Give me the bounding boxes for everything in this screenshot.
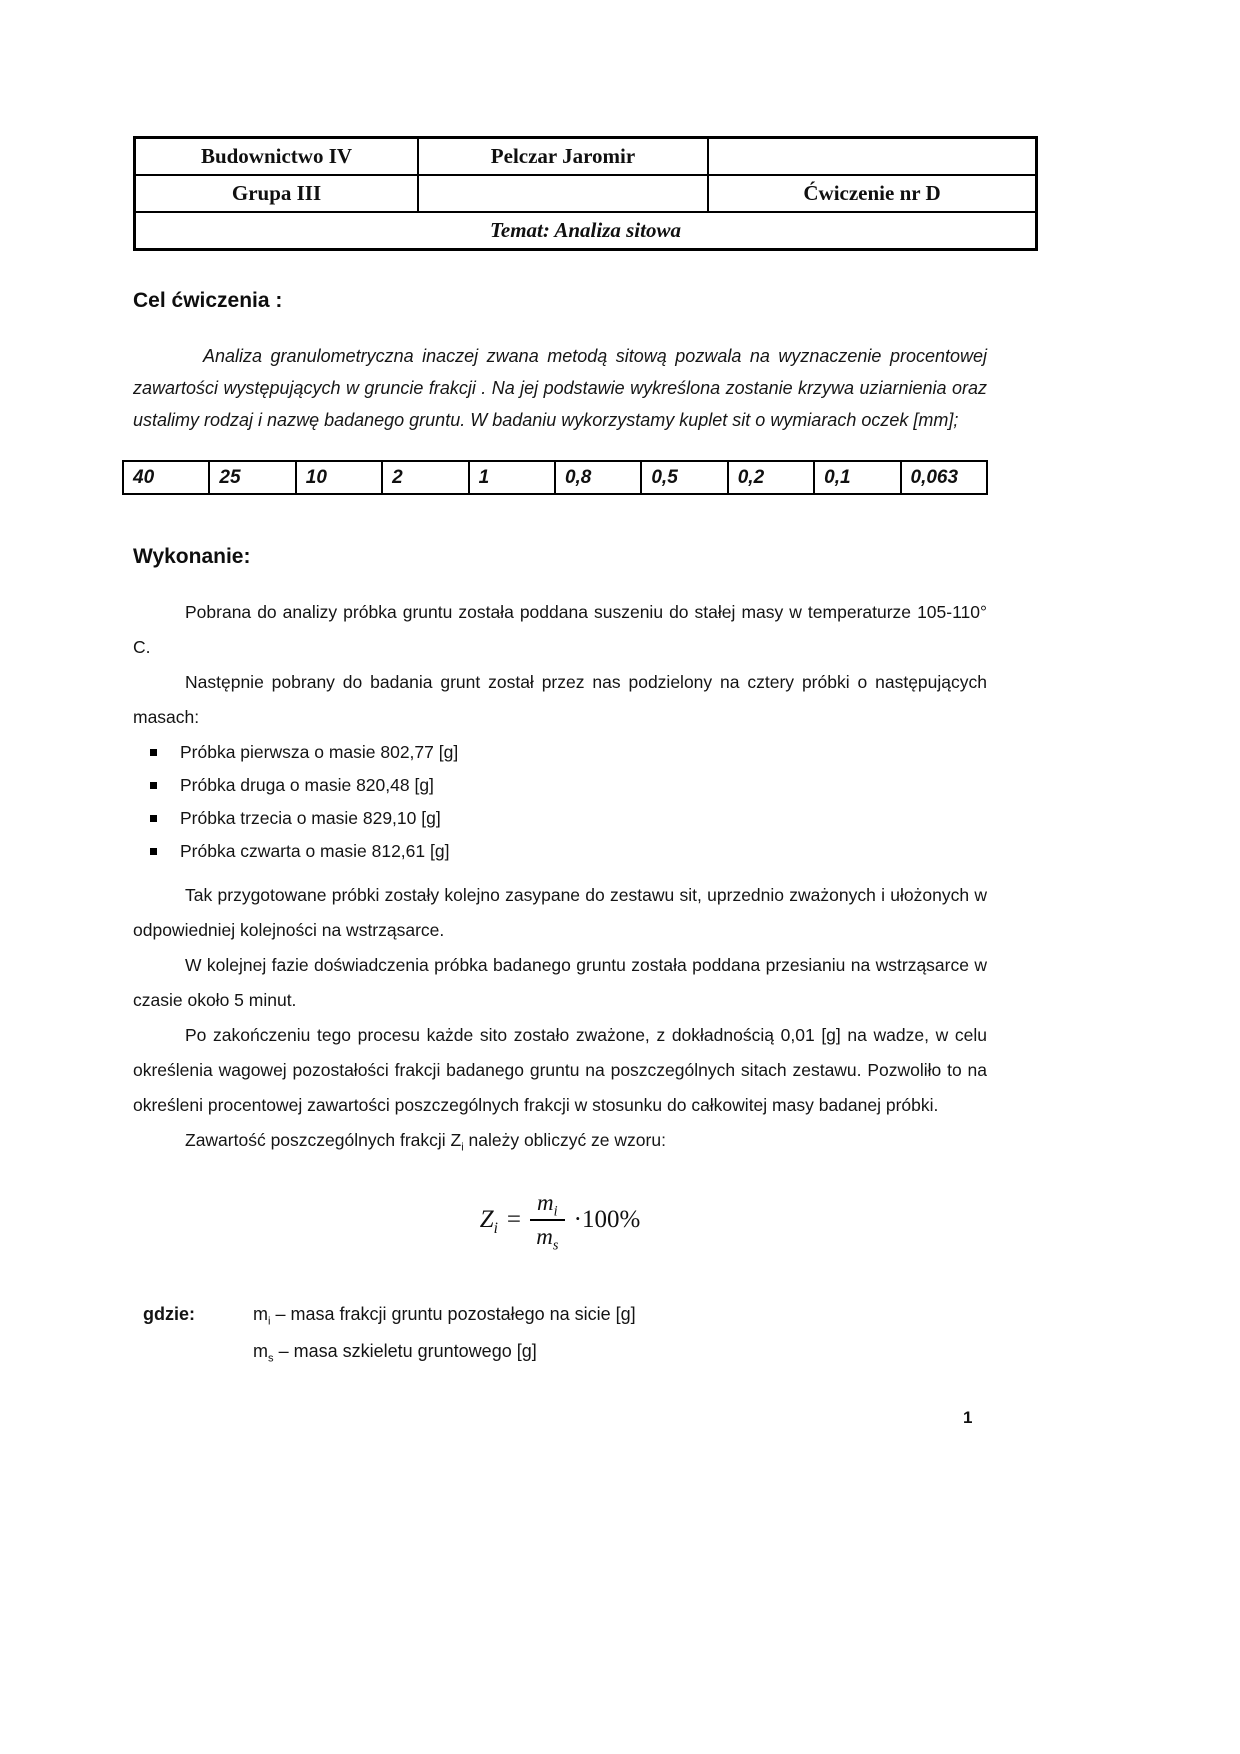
bullet-text: Próbka trzecia o masie 829,10 [g] (180, 808, 441, 828)
header-cell-exercise: Ćwiczenie nr D (708, 175, 1037, 212)
paragraph-samples-intro: Następnie pobrany do badania grunt został przez nas podzielony na cztery próbki o następujących masach: (133, 672, 987, 727)
bullet-text: Próbka druga o masie 820,48 [g] (180, 775, 434, 795)
header-row-1 (135, 138, 1037, 176)
where-line-ms (253, 1333, 636, 1370)
sieve-size-cell: 0,2 (728, 461, 814, 494)
bullet-text: Próbka pierwsza o masie 802,77 [g] (180, 742, 459, 762)
fraction-numerator (530, 1190, 565, 1221)
formula-intro-text: Zawartość poszczególnych frakcji Z (185, 1130, 462, 1150)
fraction-denominator (536, 1221, 559, 1254)
header-cell-group: Grupa III (135, 175, 419, 212)
where-line-mi (253, 1296, 636, 1333)
sieve-size-cell: 10 (296, 461, 382, 494)
where-block (133, 1296, 987, 1370)
header-row-2 (135, 175, 1037, 212)
denominator-base: m (536, 1224, 553, 1249)
header-table (133, 136, 1038, 251)
symbol-definition: – masa frakcji gruntu pozostałego na sicie [g] (270, 1304, 636, 1324)
paragraph-drying: Pobrana do analizy próbka gruntu została poddana suszeniu do stałej masy w temperaturze 105-110° C. (133, 602, 987, 657)
paragraph-weighing: Po zakończeniu tego procesu każde sito zostało zważone, z dokładnością 0,01 [g] na wadze, w celu określenia wagowej pozostałości frakcji badanego gruntu na poszczególnych sitach zestawu. Pozwoliło to na określeni procentowej zawartości poszczególnych frakcji w stosunku do całkowitej masy badanej próbki. (133, 1025, 987, 1115)
where-lines (253, 1296, 636, 1370)
formula-row (479, 1190, 641, 1254)
formula-multiplier: ·100% (573, 1206, 641, 1233)
bullet-text: Próbka czwarta o masie 812,61 [g] (180, 841, 450, 861)
formula-lhs-base: Z (479, 1206, 494, 1233)
sieve-size-cell: 2 (382, 461, 468, 494)
numerator-subscript: i (553, 1203, 558, 1220)
numerator-base: m (537, 1190, 554, 1215)
symbol-subscript: s (268, 1352, 274, 1365)
sieve-sizes-table (122, 460, 988, 495)
sieve-size-cell: 0,063 (901, 461, 987, 494)
equals-sign: = (506, 1206, 522, 1233)
section-heading-wykonanie: Wykonanie: (133, 545, 251, 568)
header-cell-empty-top (708, 138, 1037, 176)
formula-intro-subscript: i (461, 1141, 464, 1154)
where-label: gdzie: (143, 1304, 195, 1324)
formula-lhs-subscript: i (493, 1220, 498, 1237)
header-row-topic (135, 212, 1037, 250)
list-item (133, 736, 987, 769)
formula-block (133, 1190, 987, 1254)
sieve-size-cell: 25 (209, 461, 295, 494)
sieve-size-cell: 1 (469, 461, 555, 494)
sieve-size-cell: 40 (123, 461, 209, 494)
formula-fraction (530, 1190, 565, 1254)
symbol-base: m (253, 1341, 268, 1361)
paragraph-formula-intro (133, 1123, 987, 1158)
sieve-size-cell: 0,1 (814, 461, 900, 494)
symbol-subscript: i (268, 1315, 271, 1328)
page-number: 1 (963, 1408, 973, 1427)
sieve-size-cell: 0,5 (641, 461, 727, 494)
sieve-sizes-row (123, 461, 987, 494)
formula-intro-text-after: należy obliczyć ze wzoru: (463, 1130, 666, 1150)
list-item (133, 835, 987, 868)
sieve-size-cell: 0,8 (555, 461, 641, 494)
intro-paragraph: Analiza granulometryczna inaczej zwana metodą sitową pozwala na wyznaczenie procentowej zawartości występujących w gruncie frakcji . Na jej podstawie wykreślona zostanie krzywa uziarnienia oraz ustalimy rodzaj i nazwę badanego gruntu. W badaniu wykorzystamy kuplet sit o wymiarach oczek [mm]; (133, 346, 987, 430)
header-cell-author: Pelczar Jaromir (418, 138, 708, 176)
formula-lhs (479, 1206, 498, 1237)
denominator-subscript: s (552, 1237, 559, 1254)
list-item (133, 769, 987, 802)
header-cell-course: Budownictwo IV (135, 138, 419, 176)
paragraph-shaking: W kolejnej fazie doświadczenia próbka badanego gruntu została poddana przesianiu na wstrząsarce w czasie około 5 minut. (133, 955, 987, 1010)
paragraph-sieve-stack: Tak przygotowane próbki zostały kolejno zasypane do zestawu sit, uprzednio zważonych i ułożonych w odpowiedniej kolejności na wstrząsarce. (133, 885, 987, 940)
header-cell-empty-mid (418, 175, 708, 212)
list-item (133, 802, 987, 835)
section-heading-cel: Cel ćwiczenia : (133, 289, 283, 312)
symbol-base: m (253, 1304, 268, 1324)
symbol-definition: – masa szkieletu gruntowego [g] (273, 1341, 537, 1361)
header-cell-topic: Temat: Analiza sitowa (135, 212, 1037, 250)
sample-mass-list (133, 736, 987, 868)
